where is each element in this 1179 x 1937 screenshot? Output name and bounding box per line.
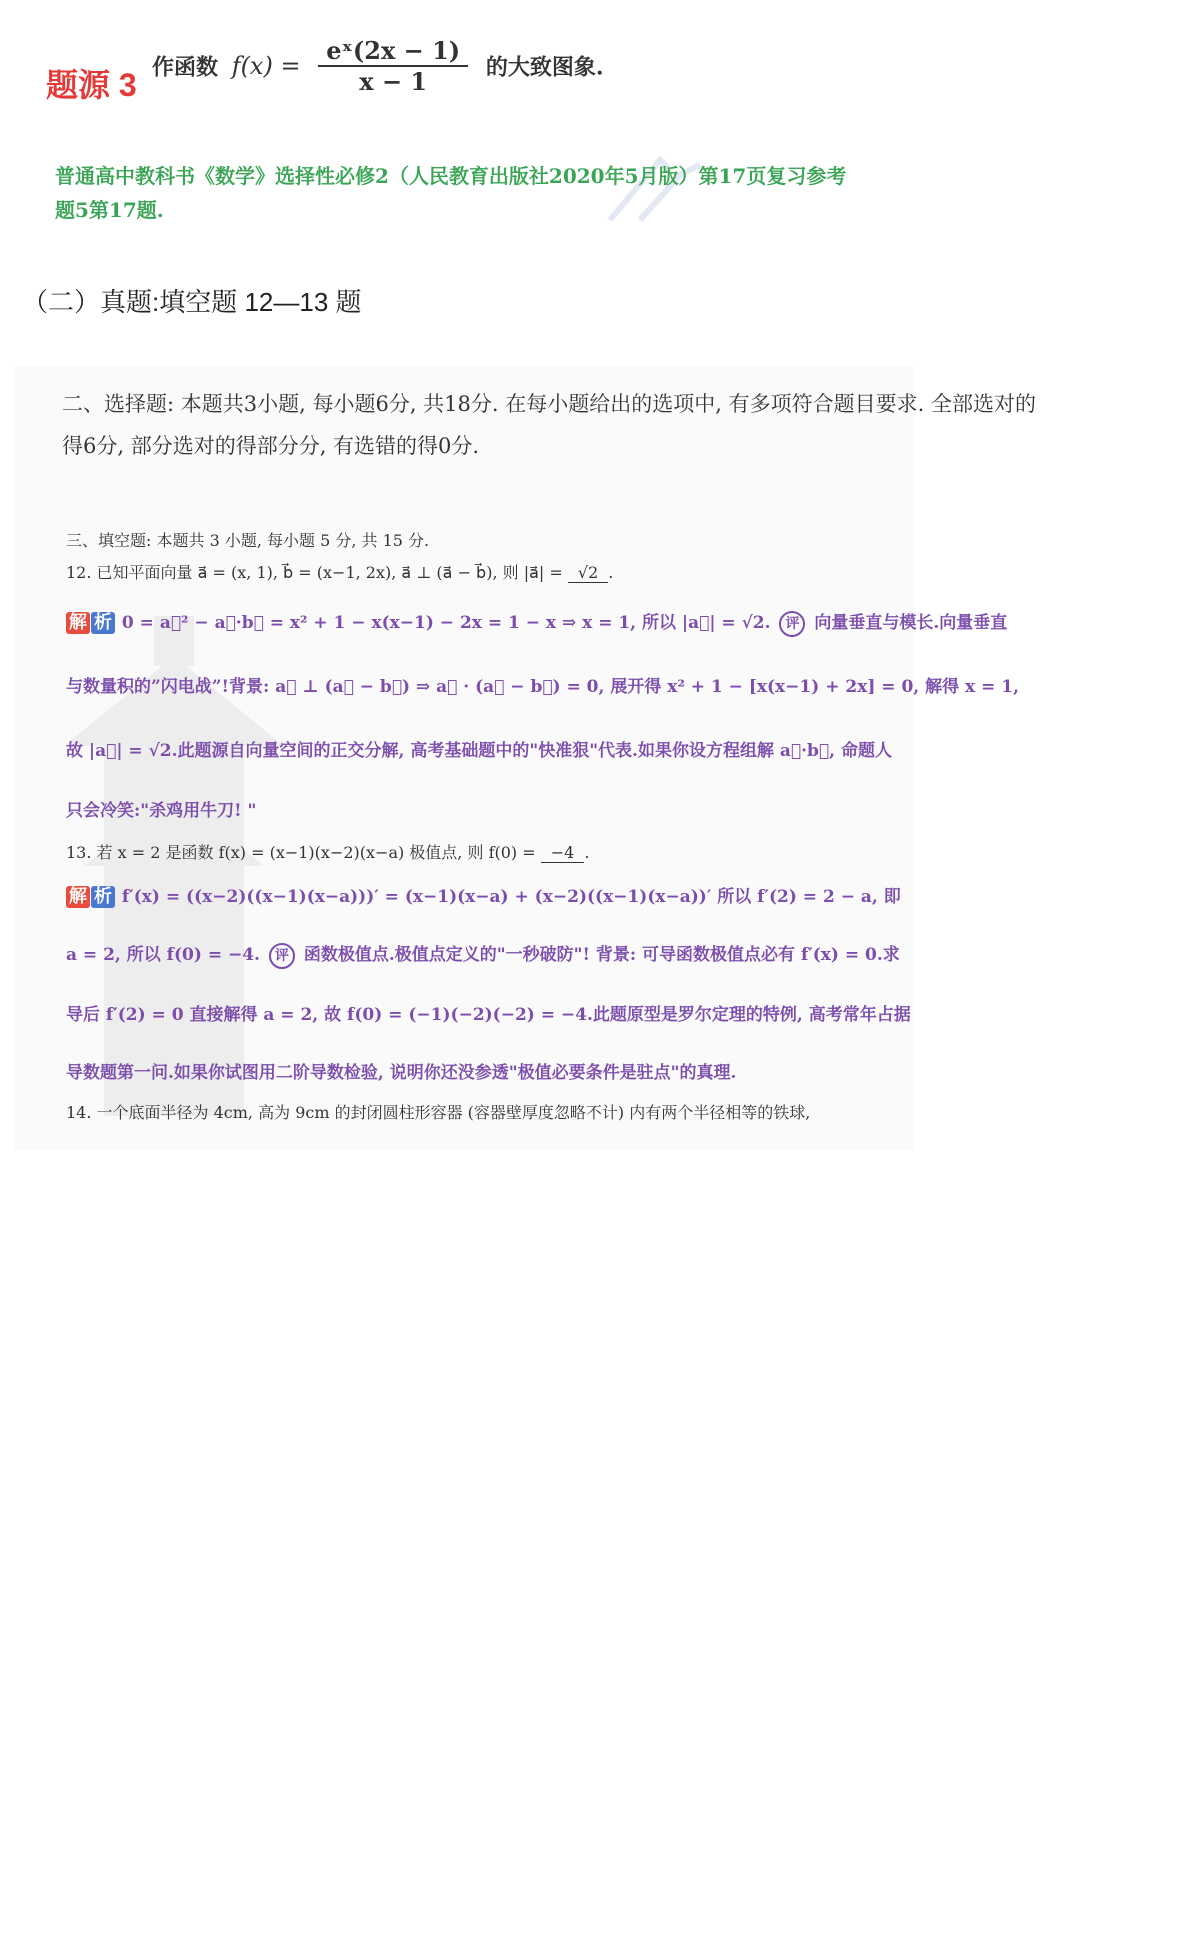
answer-12-line-3: 故 |a⃗| = √2.此题源自向量空间的正交分解, 高考基础题中的"快准狠"代表.如果你设方程组解 a⃗·b⃗, 命题人 <box>66 741 892 761</box>
answer-13-line-1 <box>66 882 901 908</box>
problem-statement <box>152 36 604 96</box>
fraction-denominator: x − 1 <box>359 67 428 96</box>
answer-13-line-3: 导后 f′(2) = 0 直接解得 a = 2, 故 f(0) = (−1)(−2)(−2) = −4.此题原型是罗尔定理的特例, 高考常年占据 <box>66 1005 911 1025</box>
function-fraction <box>318 36 468 96</box>
a12-l1-a: 0 = a⃗² − a⃗·b⃗ = x² + 1 − x(x−1) − 2x = 1 − x ⇒ x = 1, 所以 |a⃗| = √2. <box>121 613 771 633</box>
xi-badge: 析 <box>91 612 115 634</box>
exam-scan <box>14 366 1036 1150</box>
xi-badge: 析 <box>91 886 115 908</box>
task-prefix: 作函数 <box>152 54 219 81</box>
jie-badge: 解 <box>66 612 90 634</box>
q12-text: 12. 已知平面向量 a⃗ = (x, 1), b⃗ = (x−1, 2x), a⃗ ⊥ (a⃗ − b⃗), 则 |a⃗| = <box>66 563 563 582</box>
q13-text: 13. 若 x = 2 是函数 f(x) = (x−1)(x−2)(x−a) 极值点, 则 f(0) = <box>66 843 536 862</box>
multi-choice-intro-1: 二、选择题: 本题共3小题, 每小题6分, 共18分. 在每小题给出的选项中, 有多项符合题目要求. 全部选对的 <box>62 392 1036 416</box>
a12-l1-b: 向量垂直与模长.向量垂直 <box>814 613 1008 633</box>
textbook-ref-line2: 题5第17题. <box>55 198 164 222</box>
q12-answer: √2 <box>568 563 608 583</box>
answer-13-line-2 <box>66 940 900 969</box>
answer-13-line-4: 导数题第一问.如果你试图用二阶导数检验, 说明你还没参透"极值必要条件是驻点"的真理. <box>66 1063 737 1083</box>
answer-12-line-1 <box>66 608 1007 637</box>
fraction-numerator: eˣ(2x − 1) <box>318 36 468 67</box>
a13-l2-a: a = 2, 所以 f(0) = −4. <box>66 945 260 965</box>
question-12: 12. 已知平面向量 a⃗ = (x, 1), b⃗ = (x−1, 2x), a⃗ ⊥ (a⃗ − b⃗), 则 |a⃗| = √2 . <box>66 563 614 582</box>
task-suffix: 的大致图象. <box>485 54 604 81</box>
section-heading: （二）真题:填空题 12—13 题 <box>22 287 362 317</box>
fill-intro: 三、填空题: 本题共 3 小题, 每小题 5 分, 共 15 分. <box>66 531 430 550</box>
q13-answer: −4 <box>541 843 585 863</box>
ping-circle-icon: 评 <box>269 943 295 969</box>
textbook-ref-line1: 普通高中教科书《数学》选择性必修2（人民教育出版社2020年5月版）第17页复习参考 <box>55 164 847 188</box>
multi-choice-intro-2: 得6分, 部分选对的得部分分, 有选错的得0分. <box>62 434 480 458</box>
function-lhs: f(x) = <box>231 52 301 80</box>
answer-12-line-4: 只会冷笑:"杀鸡用牛刀! " <box>66 801 257 821</box>
question-14: 14. 一个底面半径为 4cm, 高为 9cm 的封闭圆柱形容器 (容器壁厚度忽略不计) 内有两个半径相等的铁球, <box>66 1103 811 1122</box>
ping-circle-icon: 评 <box>779 611 805 637</box>
answer-12-line-2: 与数量积的”闪电战”!背景: a⃗ ⊥ (a⃗ − b⃗) ⇒ a⃗ · (a⃗ − b⃗) = 0, 展开得 x² + 1 − [x(x−1) + 2x] = 0, 解得 x = 1, <box>66 677 1020 697</box>
question-13: 13. 若 x = 2 是函数 f(x) = (x−1)(x−2)(x−a) 极值点, 则 f(0) = −4 . <box>66 843 590 862</box>
jie-badge: 解 <box>66 886 90 908</box>
a13-l1: f′(x) = ((x−2)((x−1)(x−a)))′ = (x−1)(x−a) + (x−2)((x−1)(x−a))′ 所以 f′(2) = 2 − a, 即 <box>121 887 901 907</box>
source-label: 题源 3 <box>46 67 137 103</box>
a13-l2-b: 函数极值点.极值点定义的"一秒破防"! 背景: 可导函数极值点必有 f′(x) = 0.求 <box>303 945 900 965</box>
